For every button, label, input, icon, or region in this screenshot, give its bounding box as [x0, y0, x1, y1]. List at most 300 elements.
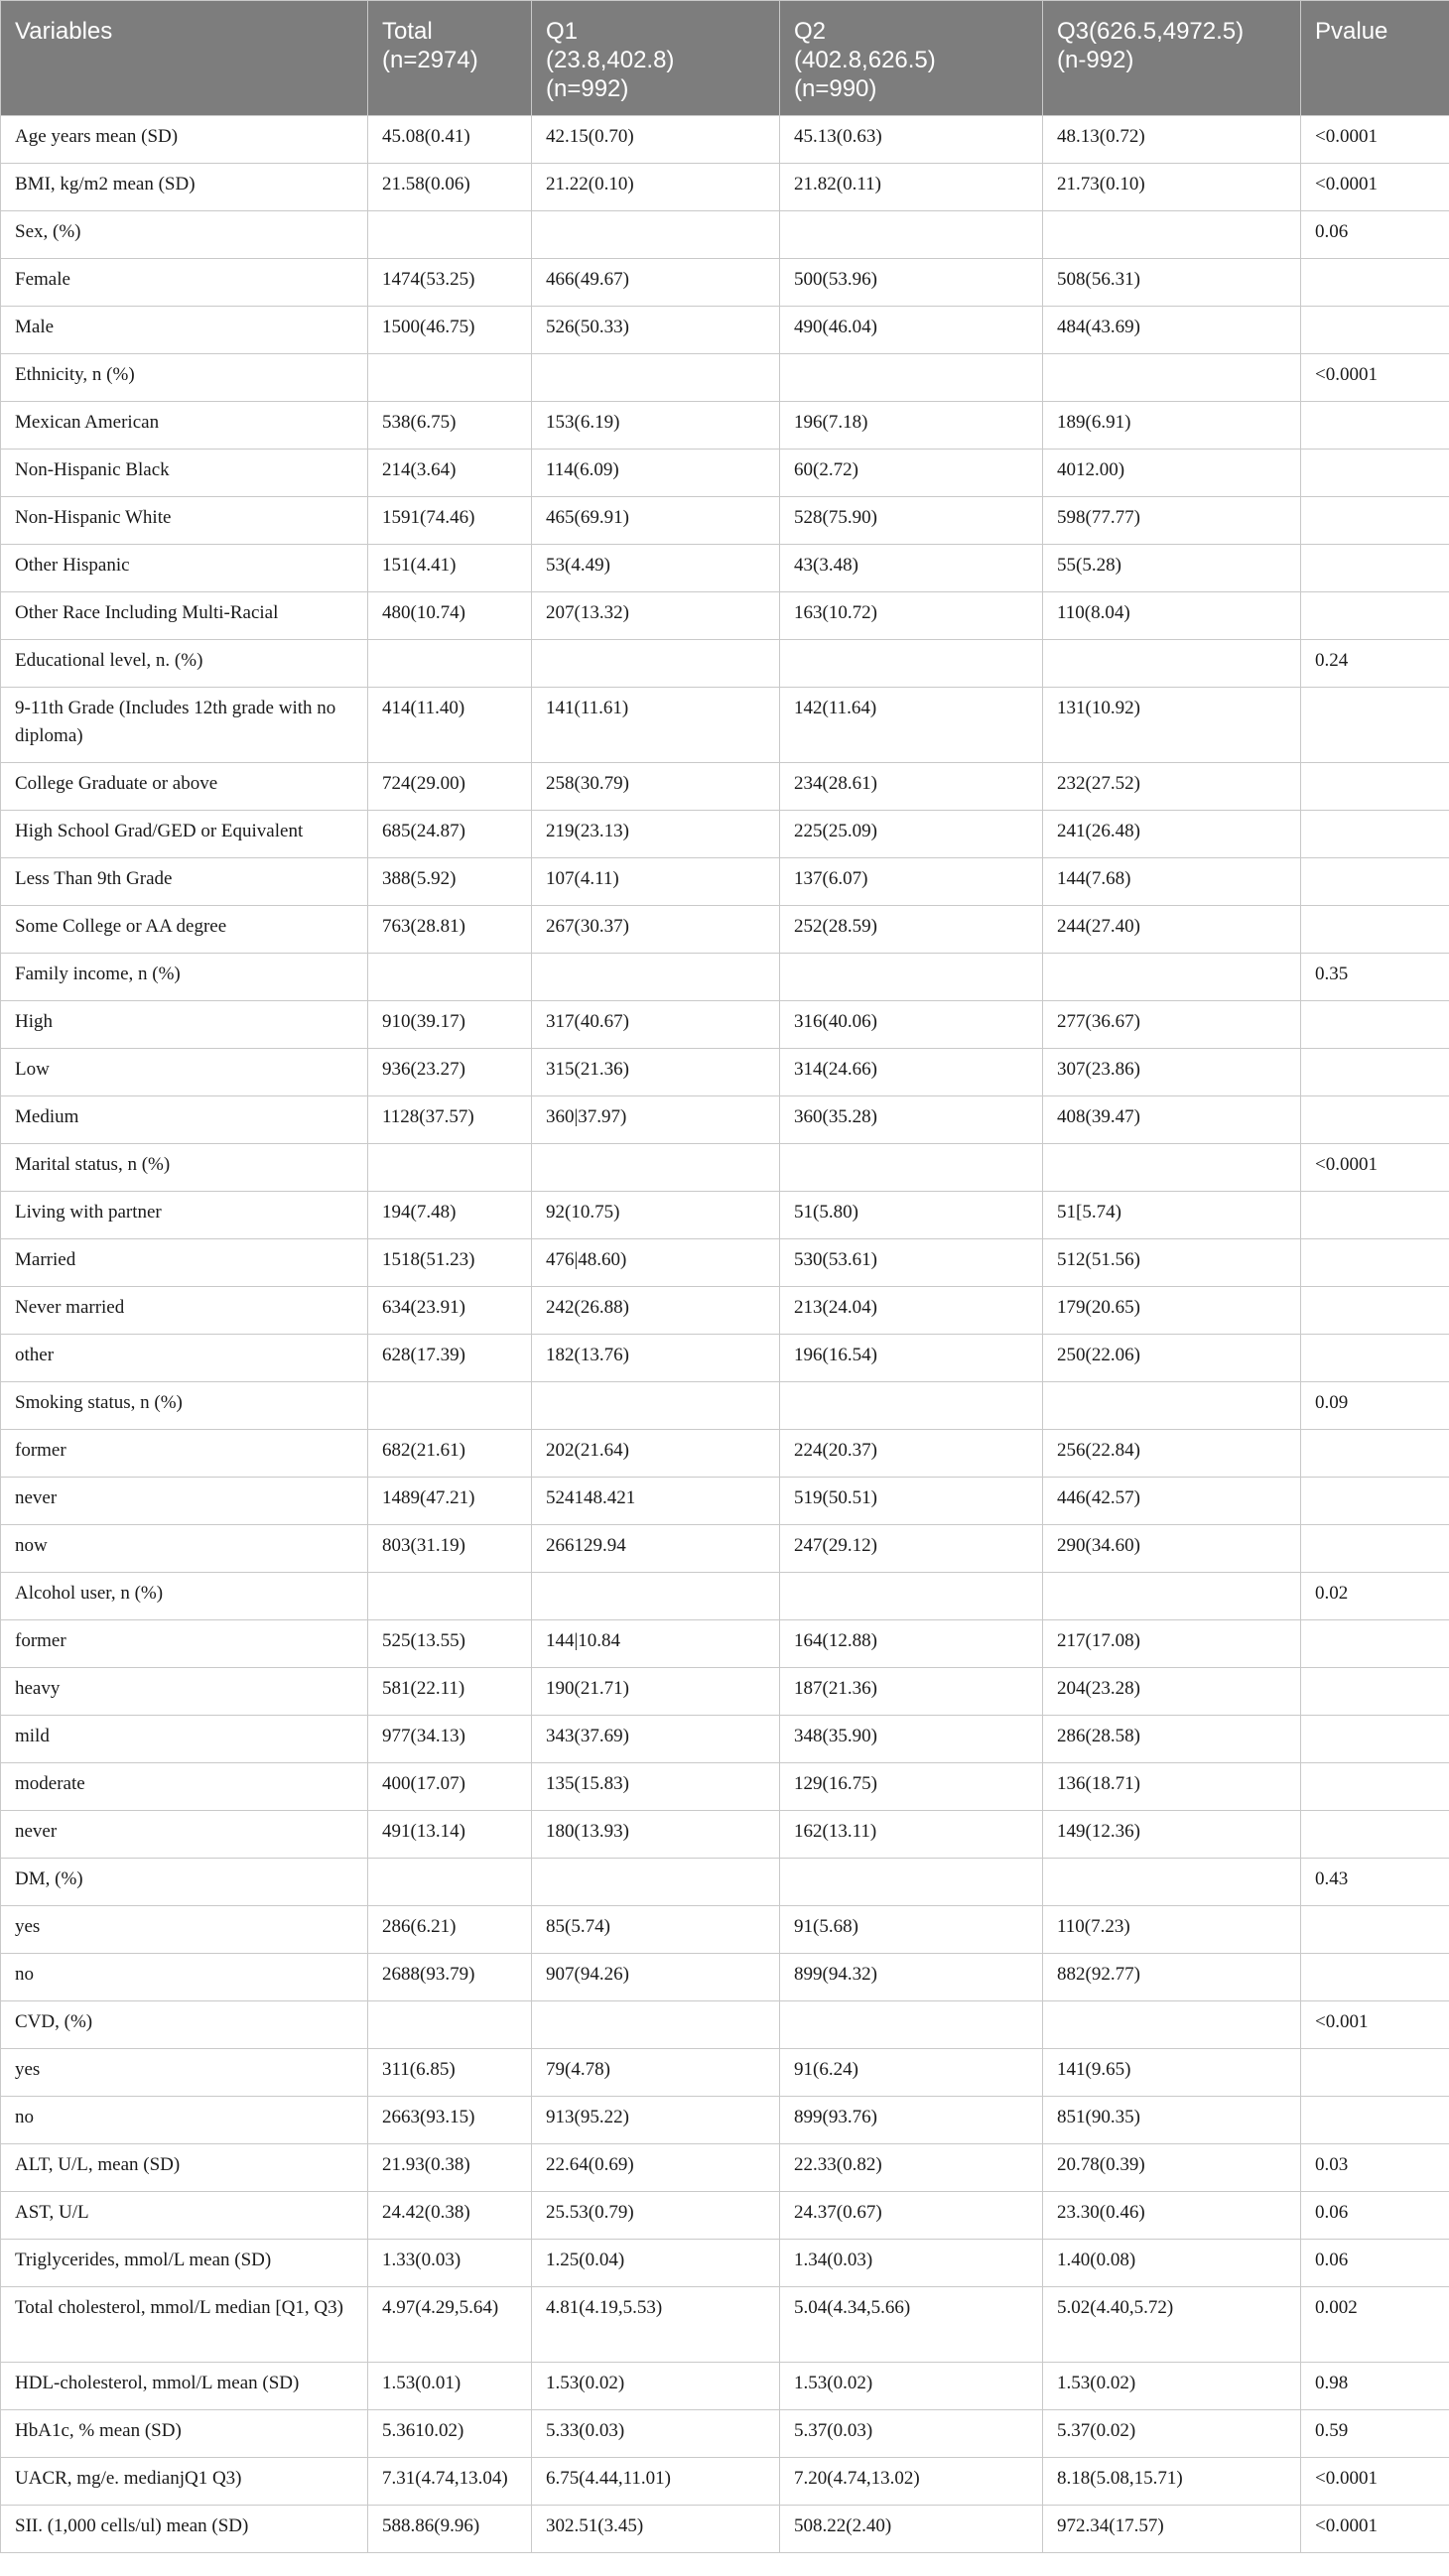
- cell-pvalue: <0.0001: [1301, 2506, 1449, 2553]
- cell-q1: [532, 1859, 780, 1906]
- cell-q3: 110(7.23): [1043, 1906, 1301, 1954]
- cell-variable: Living with partner: [1, 1192, 368, 1239]
- cell-pvalue: <0.001: [1301, 2001, 1449, 2049]
- cell-pvalue: [1301, 592, 1449, 640]
- cell-q1: [532, 2001, 780, 2049]
- table-row: [1, 497, 1449, 545]
- cell-q3: 241(26.48): [1043, 811, 1301, 858]
- cell-q3: 408(39.47): [1043, 1096, 1301, 1144]
- table-row: [1, 688, 1449, 763]
- cell-q2: 500(53.96): [780, 259, 1043, 307]
- cell-pvalue: [1301, 545, 1449, 592]
- cell-q1: 4.81(4.19,5.53): [532, 2287, 780, 2363]
- cell-total: 414(11.40): [368, 688, 532, 763]
- cell-q2: 528(75.90): [780, 497, 1043, 545]
- cell-total: 538(6.75): [368, 402, 532, 450]
- cell-q3: 55(5.28): [1043, 545, 1301, 592]
- cell-q1: [532, 211, 780, 259]
- cell-variable: Alcohol user, n (%): [1, 1573, 368, 1620]
- table-row: [1, 2240, 1449, 2287]
- cell-q3: 244(27.40): [1043, 906, 1301, 954]
- cell-variable: former: [1, 1430, 368, 1478]
- table-row: [1, 1430, 1449, 1478]
- header-pvalue: Pvalue: [1301, 1, 1449, 116]
- cell-pvalue: 0.24: [1301, 640, 1449, 688]
- cell-q2: 91(5.68): [780, 1906, 1043, 1954]
- cell-variable: Triglycerides, mmol/L mean (SD): [1, 2240, 368, 2287]
- cell-q2: 224(20.37): [780, 1430, 1043, 1478]
- cell-q2: 43(3.48): [780, 545, 1043, 592]
- cell-q2: [780, 640, 1043, 688]
- table-row: [1, 1763, 1449, 1811]
- table-row: [1, 2192, 1449, 2240]
- cell-q2: 519(50.51): [780, 1478, 1043, 1525]
- cell-q3: 21.73(0.10): [1043, 164, 1301, 211]
- cell-q3: 217(17.08): [1043, 1620, 1301, 1668]
- cell-q3: [1043, 354, 1301, 402]
- cell-q2: 164(12.88): [780, 1620, 1043, 1668]
- cell-q2: 163(10.72): [780, 592, 1043, 640]
- cell-q2: 225(25.09): [780, 811, 1043, 858]
- cell-variable: High: [1, 1001, 368, 1049]
- cell-total: 628(17.39): [368, 1335, 532, 1382]
- cell-total: [368, 354, 532, 402]
- cell-q2: [780, 1144, 1043, 1192]
- cell-pvalue: 0.06: [1301, 211, 1449, 259]
- cell-q1: 207(13.32): [532, 592, 780, 640]
- cell-pvalue: [1301, 1049, 1449, 1096]
- cell-q3: [1043, 640, 1301, 688]
- cell-pvalue: [1301, 1239, 1449, 1287]
- cell-q1: 219(23.13): [532, 811, 780, 858]
- header-q1: Q1 (23.8,402.8) (n=992): [532, 1, 780, 116]
- cell-q2: 899(94.32): [780, 1954, 1043, 2001]
- cell-pvalue: 0.002: [1301, 2287, 1449, 2363]
- cell-total: 1.53(0.01): [368, 2363, 532, 2410]
- table-row: [1, 858, 1449, 906]
- cell-q3: 256(22.84): [1043, 1430, 1301, 1478]
- cell-pvalue: 0.03: [1301, 2144, 1449, 2192]
- cell-variable: Other Race Including Multi-Racial: [1, 592, 368, 640]
- cell-q3: 232(27.52): [1043, 763, 1301, 811]
- cell-q3: 144(7.68): [1043, 858, 1301, 906]
- cell-variable: Married: [1, 1239, 368, 1287]
- cell-q2: 348(35.90): [780, 1716, 1043, 1763]
- cell-total: 400(17.07): [368, 1763, 532, 1811]
- cell-q2: 162(13.11): [780, 1811, 1043, 1859]
- cell-pvalue: [1301, 2049, 1449, 2097]
- cell-pvalue: [1301, 858, 1449, 906]
- cell-pvalue: [1301, 1430, 1449, 1478]
- table-row: [1, 2363, 1449, 2410]
- table-row: [1, 1287, 1449, 1335]
- cell-pvalue: [1301, 1335, 1449, 1382]
- cell-pvalue: [1301, 259, 1449, 307]
- cell-q1: 466(49.67): [532, 259, 780, 307]
- table-row: [1, 1811, 1449, 1859]
- cell-q1: 1.25(0.04): [532, 2240, 780, 2287]
- cell-q1: 6.75(4.44,11.01): [532, 2458, 780, 2506]
- cell-total: 21.58(0.06): [368, 164, 532, 211]
- cell-q3: 598(77.77): [1043, 497, 1301, 545]
- cell-q3: 277(36.67): [1043, 1001, 1301, 1049]
- cell-q3: [1043, 1859, 1301, 1906]
- table-row: [1, 811, 1449, 858]
- cell-variable: Family income, n (%): [1, 954, 368, 1001]
- cell-pvalue: [1301, 688, 1449, 763]
- table-row: [1, 354, 1449, 402]
- cell-q3: [1043, 211, 1301, 259]
- cell-pvalue: [1301, 2097, 1449, 2144]
- cell-q1: 1.53(0.02): [532, 2363, 780, 2410]
- cell-q2: 91(6.24): [780, 2049, 1043, 2097]
- cell-q3: 5.02(4.40,5.72): [1043, 2287, 1301, 2363]
- cell-q3: [1043, 1144, 1301, 1192]
- cell-q2: 142(11.64): [780, 688, 1043, 763]
- cell-pvalue: [1301, 1478, 1449, 1525]
- table-row: [1, 116, 1449, 164]
- cell-total: 977(34.13): [368, 1716, 532, 1763]
- cell-total: 5.3610.02): [368, 2410, 532, 2458]
- table-row: [1, 2410, 1449, 2458]
- cell-q1: 79(4.78): [532, 2049, 780, 2097]
- cell-q3: 484(43.69): [1043, 307, 1301, 354]
- cell-variable: College Graduate or above: [1, 763, 368, 811]
- cell-pvalue: [1301, 1001, 1449, 1049]
- cell-variable: High School Grad/GED or Equivalent: [1, 811, 368, 858]
- cell-pvalue: [1301, 811, 1449, 858]
- cell-q3: 972.34(17.57): [1043, 2506, 1301, 2553]
- cell-q3: 1.40(0.08): [1043, 2240, 1301, 2287]
- cell-total: 724(29.00): [368, 763, 532, 811]
- cell-q1: [532, 640, 780, 688]
- cell-q3: 179(20.65): [1043, 1287, 1301, 1335]
- table-row: [1, 1096, 1449, 1144]
- cell-total: [368, 640, 532, 688]
- cell-q1: 190(21.71): [532, 1668, 780, 1716]
- cell-q1: 85(5.74): [532, 1906, 780, 1954]
- cell-q2: 899(93.76): [780, 2097, 1043, 2144]
- cell-variable: Non-Hispanic Black: [1, 450, 368, 497]
- cell-pvalue: <0.0001: [1301, 2458, 1449, 2506]
- cell-pvalue: [1301, 402, 1449, 450]
- cell-q2: 314(24.66): [780, 1049, 1043, 1096]
- table-row: [1, 1573, 1449, 1620]
- cell-q1: 144|10.84: [532, 1620, 780, 1668]
- cell-q1: [532, 354, 780, 402]
- cell-pvalue: [1301, 1192, 1449, 1239]
- table-row: [1, 2287, 1449, 2363]
- cell-q1: 465(69.91): [532, 497, 780, 545]
- cell-total: 2688(93.79): [368, 1954, 532, 2001]
- cell-pvalue: [1301, 1096, 1449, 1144]
- table-row: [1, 1478, 1449, 1525]
- cell-variable: CVD, (%): [1, 2001, 368, 2049]
- cell-q1: 343(37.69): [532, 1716, 780, 1763]
- cell-q1: 21.22(0.10): [532, 164, 780, 211]
- table-row: [1, 1001, 1449, 1049]
- cell-q1: 526(50.33): [532, 307, 780, 354]
- cell-pvalue: 0.06: [1301, 2240, 1449, 2287]
- table-row: [1, 2001, 1449, 2049]
- table-row: [1, 763, 1449, 811]
- cell-total: [368, 1859, 532, 1906]
- cell-total: 763(28.81): [368, 906, 532, 954]
- table-row: [1, 450, 1449, 497]
- table-body: [1, 116, 1449, 2553]
- cell-q2: 1.34(0.03): [780, 2240, 1043, 2287]
- cell-total: 1518(51.23): [368, 1239, 532, 1287]
- cell-variable: HbA1c, % mean (SD): [1, 2410, 368, 2458]
- cell-q2: 51(5.80): [780, 1192, 1043, 1239]
- cell-q2: 21.82(0.11): [780, 164, 1043, 211]
- cell-q3: 508(56.31): [1043, 259, 1301, 307]
- cell-q1: 53(4.49): [532, 545, 780, 592]
- cell-pvalue: [1301, 1668, 1449, 1716]
- cell-pvalue: [1301, 1525, 1449, 1573]
- table-row: [1, 2506, 1449, 2553]
- cell-variable: Non-Hispanic White: [1, 497, 368, 545]
- cell-variable: Medium: [1, 1096, 368, 1144]
- cell-q3: 149(12.36): [1043, 1811, 1301, 1859]
- cell-total: 7.31(4.74,13.04): [368, 2458, 532, 2506]
- cell-q2: 490(46.04): [780, 307, 1043, 354]
- cell-q2: 22.33(0.82): [780, 2144, 1043, 2192]
- cell-q2: 24.37(0.67): [780, 2192, 1043, 2240]
- cell-variable: Female: [1, 259, 368, 307]
- cell-variable: Total cholesterol, mmol/L median [Q1, Q3): [1, 2287, 368, 2363]
- cell-q2: [780, 354, 1043, 402]
- table-row: [1, 1906, 1449, 1954]
- cell-pvalue: 0.35: [1301, 954, 1449, 1001]
- table-row: [1, 2049, 1449, 2097]
- cell-q2: 5.37(0.03): [780, 2410, 1043, 2458]
- cell-total: 194(7.48): [368, 1192, 532, 1239]
- cell-q1: 267(30.37): [532, 906, 780, 954]
- cell-pvalue: [1301, 1287, 1449, 1335]
- cell-variable: Never married: [1, 1287, 368, 1335]
- cell-variable: heavy: [1, 1668, 368, 1716]
- cell-total: 45.08(0.41): [368, 116, 532, 164]
- cell-total: 2663(93.15): [368, 2097, 532, 2144]
- cell-q1: 907(94.26): [532, 1954, 780, 2001]
- cell-variable: ALT, U/L, mean (SD): [1, 2144, 368, 2192]
- header-total: Total (n=2974): [368, 1, 532, 116]
- cell-pvalue: 0.43: [1301, 1859, 1449, 1906]
- cell-q1: 92(10.75): [532, 1192, 780, 1239]
- cell-q3: 851(90.35): [1043, 2097, 1301, 2144]
- cell-pvalue: [1301, 1620, 1449, 1668]
- table-row: [1, 402, 1449, 450]
- cell-pvalue: [1301, 1811, 1449, 1859]
- cell-pvalue: [1301, 1763, 1449, 1811]
- table-row: [1, 1192, 1449, 1239]
- cell-q1: 153(6.19): [532, 402, 780, 450]
- cell-total: 24.42(0.38): [368, 2192, 532, 2240]
- cell-q3: 307(23.86): [1043, 1049, 1301, 1096]
- cell-variable: Sex, (%): [1, 211, 368, 259]
- cell-q2: 530(53.61): [780, 1239, 1043, 1287]
- cell-total: 4.97(4.29,5.64): [368, 2287, 532, 2363]
- cell-total: 588.86(9.96): [368, 2506, 532, 2553]
- cell-q2: [780, 954, 1043, 1001]
- cell-total: 491(13.14): [368, 1811, 532, 1859]
- cell-pvalue: 0.09: [1301, 1382, 1449, 1430]
- cell-total: 286(6.21): [368, 1906, 532, 1954]
- cell-total: [368, 954, 532, 1001]
- table-row: [1, 1859, 1449, 1906]
- cell-q3: 4012.00): [1043, 450, 1301, 497]
- cell-pvalue: [1301, 307, 1449, 354]
- table-row: [1, 1668, 1449, 1716]
- cell-q3: 5.37(0.02): [1043, 2410, 1301, 2458]
- table-row: [1, 2458, 1449, 2506]
- cell-q2: 247(29.12): [780, 1525, 1043, 1573]
- cell-variable: never: [1, 1811, 368, 1859]
- cell-variable: yes: [1, 1906, 368, 1954]
- cell-q2: 137(6.07): [780, 858, 1043, 906]
- cell-total: 685(24.87): [368, 811, 532, 858]
- cell-total: 480(10.74): [368, 592, 532, 640]
- cell-q1: 476|48.60): [532, 1239, 780, 1287]
- cell-q1: 524148.421: [532, 1478, 780, 1525]
- table-row: [1, 592, 1449, 640]
- cell-q3: 512(51.56): [1043, 1239, 1301, 1287]
- cell-q3: [1043, 2001, 1301, 2049]
- cell-q1: [532, 954, 780, 1001]
- cell-q3: 131(10.92): [1043, 688, 1301, 763]
- table-row: [1, 1525, 1449, 1573]
- cell-q1: 180(13.93): [532, 1811, 780, 1859]
- cell-q1: 42.15(0.70): [532, 116, 780, 164]
- cell-variable: never: [1, 1478, 368, 1525]
- cell-q3: 446(42.57): [1043, 1478, 1301, 1525]
- cell-total: [368, 1573, 532, 1620]
- cell-q2: 252(28.59): [780, 906, 1043, 954]
- table-row: [1, 164, 1449, 211]
- cell-q1: 913(95.22): [532, 2097, 780, 2144]
- cell-total: [368, 211, 532, 259]
- cell-total: 525(13.55): [368, 1620, 532, 1668]
- cell-variable: no: [1, 2097, 368, 2144]
- table-row: [1, 1049, 1449, 1096]
- cell-total: 936(23.27): [368, 1049, 532, 1096]
- cell-q1: 302.51(3.45): [532, 2506, 780, 2553]
- cell-q1: [532, 1382, 780, 1430]
- table-row: [1, 1716, 1449, 1763]
- cell-q1: 135(15.83): [532, 1763, 780, 1811]
- cell-total: 1591(74.46): [368, 497, 532, 545]
- cell-q2: [780, 1382, 1043, 1430]
- cell-variable: Less Than 9th Grade: [1, 858, 368, 906]
- cell-q3: 20.78(0.39): [1043, 2144, 1301, 2192]
- cell-total: 634(23.91): [368, 1287, 532, 1335]
- cell-variable: no: [1, 1954, 368, 2001]
- cell-total: [368, 2001, 532, 2049]
- header-q3: Q3(626.5,4972.5) (n-992): [1043, 1, 1301, 116]
- cell-q1: 182(13.76): [532, 1335, 780, 1382]
- cell-q2: 129(16.75): [780, 1763, 1043, 1811]
- cell-q3: 290(34.60): [1043, 1525, 1301, 1573]
- cell-variable: UACR, mg/e. medianjQ1 Q3): [1, 2458, 368, 2506]
- cell-pvalue: [1301, 450, 1449, 497]
- cell-total: [368, 1144, 532, 1192]
- cell-q3: 8.18(5.08,15.71): [1043, 2458, 1301, 2506]
- cell-q3: 110(8.04): [1043, 592, 1301, 640]
- cell-q2: 1.53(0.02): [780, 2363, 1043, 2410]
- cell-q2: 508.22(2.40): [780, 2506, 1043, 2553]
- table-row: [1, 211, 1449, 259]
- cell-pvalue: [1301, 1716, 1449, 1763]
- cell-q1: 266129.94: [532, 1525, 780, 1573]
- cell-variable: DM, (%): [1, 1859, 368, 1906]
- header-row: [1, 1, 1449, 116]
- cell-q2: 5.04(4.34,5.66): [780, 2287, 1043, 2363]
- cell-q1: 258(30.79): [532, 763, 780, 811]
- cell-variable: other: [1, 1335, 368, 1382]
- table-row: [1, 954, 1449, 1001]
- cell-q1: 22.64(0.69): [532, 2144, 780, 2192]
- cell-variable: Marital status, n (%): [1, 1144, 368, 1192]
- cell-variable: 9-11th Grade (Includes 12th grade with no diploma): [1, 688, 368, 763]
- cell-q2: 316(40.06): [780, 1001, 1043, 1049]
- table-row: [1, 1144, 1449, 1192]
- cell-q1: 5.33(0.03): [532, 2410, 780, 2458]
- cell-variable: mild: [1, 1716, 368, 1763]
- table-row: [1, 2097, 1449, 2144]
- cell-q3: 1.53(0.02): [1043, 2363, 1301, 2410]
- table-row: [1, 1954, 1449, 2001]
- cell-pvalue: [1301, 1906, 1449, 1954]
- table-row: [1, 545, 1449, 592]
- cell-q3: [1043, 1573, 1301, 1620]
- cell-variable: AST, U/L: [1, 2192, 368, 2240]
- cell-total: 1.33(0.03): [368, 2240, 532, 2287]
- cell-q3: [1043, 954, 1301, 1001]
- cell-total: 311(6.85): [368, 2049, 532, 2097]
- cell-q3: 250(22.06): [1043, 1335, 1301, 1382]
- table-row: [1, 640, 1449, 688]
- table-row: [1, 2144, 1449, 2192]
- cell-q2: [780, 1573, 1043, 1620]
- cell-pvalue: <0.0001: [1301, 1144, 1449, 1192]
- cell-pvalue: 0.02: [1301, 1573, 1449, 1620]
- cell-q1: 202(21.64): [532, 1430, 780, 1478]
- cell-q1: 107(4.11): [532, 858, 780, 906]
- cell-total: 388(5.92): [368, 858, 532, 906]
- cell-q1: 242(26.88): [532, 1287, 780, 1335]
- table-row: [1, 1239, 1449, 1287]
- cell-variable: yes: [1, 2049, 368, 2097]
- cell-q2: 7.20(4.74,13.02): [780, 2458, 1043, 2506]
- cell-q2: 234(28.61): [780, 763, 1043, 811]
- cell-total: 21.93(0.38): [368, 2144, 532, 2192]
- cell-q3: 882(92.77): [1043, 1954, 1301, 2001]
- cell-q3: 189(6.91): [1043, 402, 1301, 450]
- cell-variable: HDL-cholesterol, mmol/L mean (SD): [1, 2363, 368, 2410]
- cell-total: 1500(46.75): [368, 307, 532, 354]
- cell-q1: 141(11.61): [532, 688, 780, 763]
- cell-q1: 315(21.36): [532, 1049, 780, 1096]
- cell-q1: [532, 1144, 780, 1192]
- table-row: [1, 906, 1449, 954]
- cell-pvalue: <0.0001: [1301, 354, 1449, 402]
- cell-variable: Low: [1, 1049, 368, 1096]
- cell-q3: 141(9.65): [1043, 2049, 1301, 2097]
- cell-total: 214(3.64): [368, 450, 532, 497]
- cell-variable: BMI, kg/m2 mean (SD): [1, 164, 368, 211]
- cell-q1: 360|37.97): [532, 1096, 780, 1144]
